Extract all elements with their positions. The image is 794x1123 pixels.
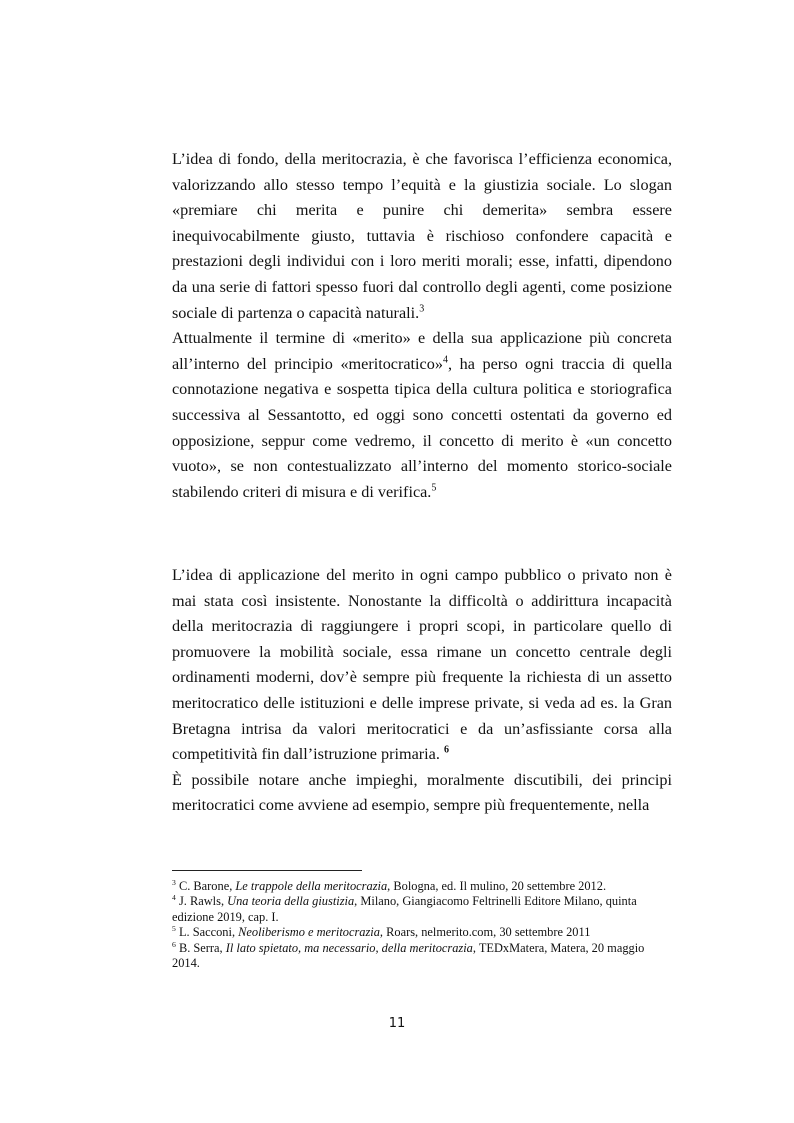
footnote-number: 6 [172,939,176,949]
footnote-title: Una teoria della giustizia [227,894,355,909]
footnote-6 [172,941,672,972]
paragraph-2-text: , ha perso ogni traccia di quella connotazione negativa e sospetta tipica della cultura politica e storiografica successiva al Sessantotto, ed oggi sono concetti ostentati da governo ed opposizione, seppur come vedremo, il concetto di merito è «un concetto vuoto», se non contestualizzato all’interno del momento storico-sociale stabilendo criteri di misura e di verifica. [172,354,673,501]
footnote-author: B. Serra, [178,940,226,955]
footnote-title: Il lato spietato, ma necessario, della meritocrazia [225,940,473,955]
paragraph-1-text: L’idea di fondo, della meritocrazia, è che favorisca l’efficienza economica, valorizzando allo stesso tempo l’equità e la giustizia sociale. Lo slogan «premiare chi merita e punire chi demerita» sembra essere inequivocabilmente giusto, tuttavia è rischioso confondere capacità e prestazioni degli individui con i loro meriti morali; esse, infatti, dipendono da una serie di fattori spesso fuori dal controllo degli agenti, come posizione sociale di partenza o capacità naturali. [172,150,672,322]
footnote-author: J. Rawls, [178,894,228,909]
footnote-number: 5 [172,924,176,934]
footnote-title: Neoliberismo e meritocrazia, [238,925,384,940]
paragraph-2 [172,326,672,505]
paragraph-3-text: L’idea di applicazione del merito in ogni campo pubblico o privato non è mai stata così insistente. Nonostante la difficoltà o addirittura incapacità della meritocrazia di raggiungere i propri scopi, in particolare quello di promuovere la mobilità sociale, essa rimane un concetto centrale degli ordinamenti moderni, dov’è sempre più frequente la richiesta di un assetto meritocratico delle istituzioni e delle imprese private, si veda ad es. la Gran Bretagna intrisa da valori meritocratici e da un’asfissiante corsa alla competitività fin dall’istruzione primaria. [172,566,672,764]
footnote-title: Le trappole della meritocrazia [235,879,388,893]
footnote-details: , TEDxMatera, Matera, 20 maggio 2014. [172,940,645,971]
paragraph-2-text-start: Attualmente il termine di «merito» e della sua applicazione più concreta all’interno del principio «meritocratico» [172,329,672,373]
footnote-details: Roars, nelmerito.com, 30 settembre 2011 [383,925,591,940]
paragraph-1 [172,147,672,326]
footnote-4 [172,894,672,925]
paragraph-3 [172,563,672,768]
footnote-ref-4[interactable]: 4 [442,354,448,366]
body-text-lower [172,563,672,819]
footnote-5 [172,925,672,940]
footnote-3 [172,879,672,894]
footnote-author: L. Sacconi, [178,925,239,940]
footnote-ref-5[interactable]: 5 [431,482,437,494]
footnote-ref-6[interactable]: 6 [443,744,449,756]
footnote-author: C. Barone, [178,879,236,893]
body-text-upper [172,147,672,505]
paragraph-4 [172,768,672,819]
footnote-details: , Bologna, ed. Il mulino, 20 settembre 2012. [387,879,607,893]
footnote-number: 3 [172,877,176,887]
page-number: 11 [388,1016,406,1031]
footnotes [172,879,672,971]
footnote-ref-3[interactable]: 3 [419,303,425,315]
footnote-separator [172,870,362,871]
footnote-details: , Milano, Giangiacomo Feltrinelli Editore Milano, quinta edizione 2019, cap. I. [172,894,637,924]
footnote-number: 4 [172,893,176,903]
paragraph-4-text: È possibile notare anche impieghi, moralmente discutibili, dei principi meritocratici come avviene ad esempio, sempre più frequentemente, nella [172,770,672,815]
